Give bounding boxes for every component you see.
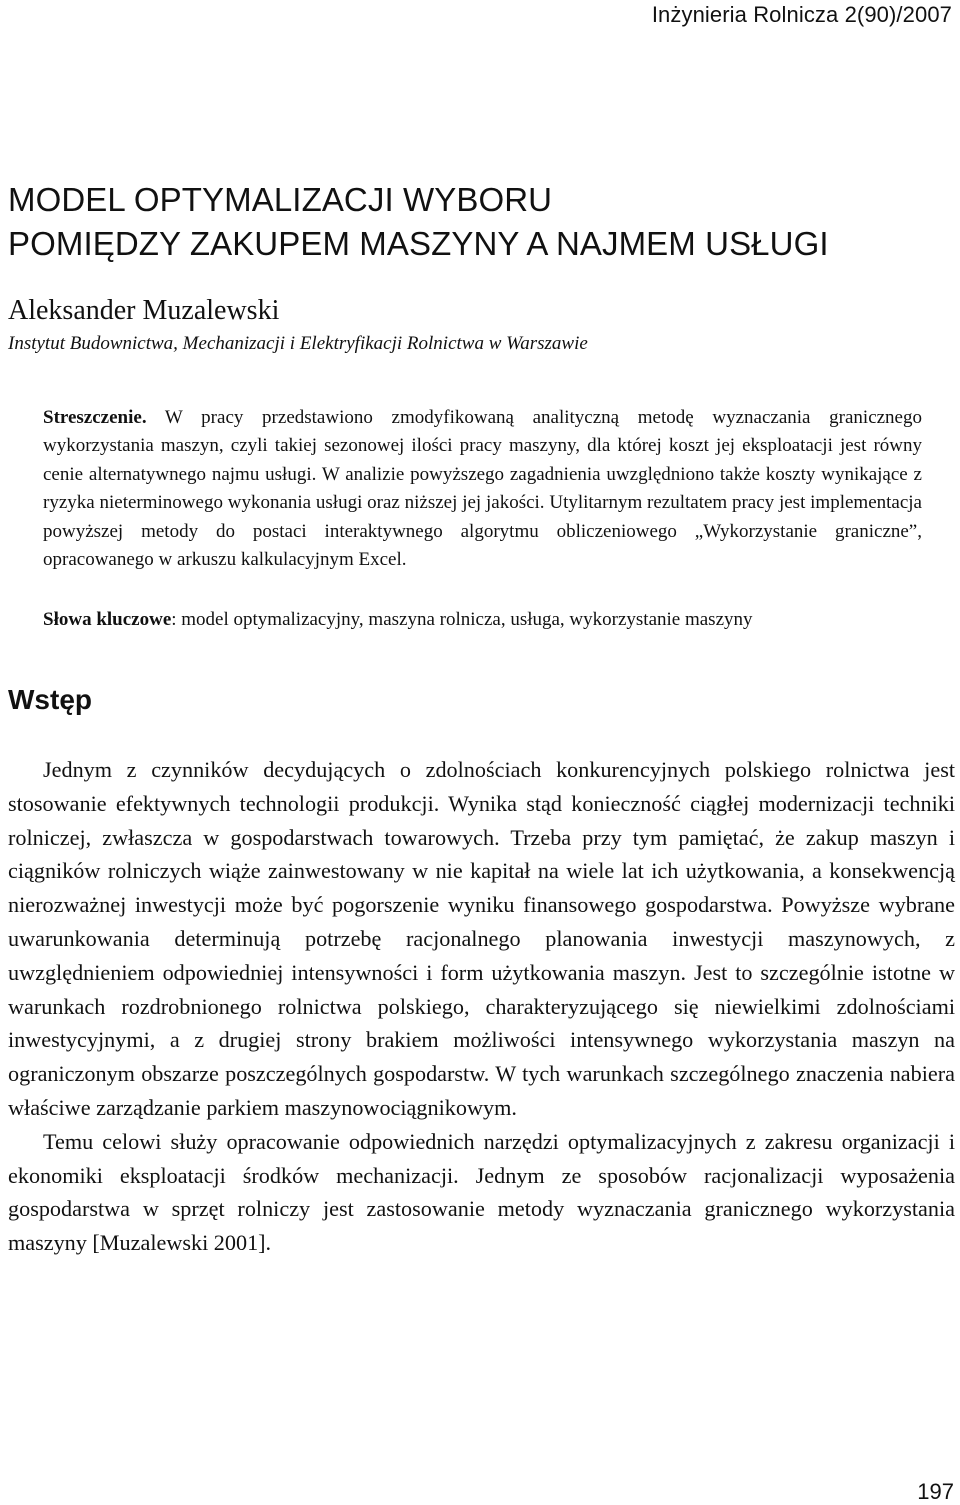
title-line-2: POMIĘDZY ZAKUPEM MASZYNY A NAJMEM USŁUGI — [8, 225, 829, 262]
keywords — [43, 609, 933, 631]
author-affiliation: Instytut Budownictwa, Mechanizacji i Elektryfikacji Rolnictwa w Warszawie — [8, 333, 588, 354]
abstract-text: W pracy przedstawiono zmodyfikowaną analityczną metodę wyznaczania granicznego wykorzystania maszyn, czyli takiej sezonowej ilości pracy maszyny, dla której koszt jej eksploatacji jest równy cenie alternatywnego najmu usługi. W analizie powyższego zagadnienia uwzględniono także koszty wynikające z ryzyka nieterminowego wykonania usługi oraz niższej jej jakości. Utylitarnym rezultatem pracy jest implementacja powyższej metody do postaci interaktywnego algorytmu obliczeniowego „Wykorzystanie graniczne”, opracowanego w arkuszu kalkulacyjnym Excel. — [43, 407, 922, 571]
body-paragraph: Jednym z czynników decydujących o zdolnościach konkurencyjnych polskiego rolnictwa jest stosowanie efektywnych technologii produkcji. Wynika stąd konieczność ciągłej modernizacji techniki rolniczej, zwłaszcza w gospodarstwach towarowych. Trzeba przy tym pamiętać, że zakup maszyn i ciągników rolniczych wiąże zainwestowany w nie kapitał na wiele lat ich użytkowania, a konsekwencją nierozważnej inwestycji może być pogorszenie wyniku finansowego gospodarstwa. Powyższe wybrane uwarunkowania determinują potrzebę racjonalnego planowania inwestycji maszynowych, z uwzględnieniem odpowiedniej intensywności i form użytkowania maszyn. Jest to szczególnie istotne w warunkach rozdrobnionego rolnictwa polskiego, charakteryzującego się niewielkimi zdolnościami inwestycyjnymi, a z drugiej strony brakiem możliwości intensywnego wykorzystania maszyn na ograniczonym obszarze poszczególnych gospodarstw. W tych warunkach szczególnego znaczenia nabiera właściwe zarządzanie parkiem maszynowociągnikowym. — [8, 757, 955, 1120]
article-title — [8, 178, 829, 266]
keywords-label: Słowa kluczowe — [43, 609, 172, 630]
body-paragraph: Temu celowi służy opracowanie odpowiednich narzędzi optymalizacyjnych z zakresu organizacji i ekonomiki eksploatacji środków mechanizacji. Jednym ze sposobów racjonalizacji wyposażenia gospodarstwa w sprzęt rolniczy jest zastosowanie metody wyznaczania granicznego wykorzystania maszyny [Muzalewski 2001]. — [8, 1128, 955, 1256]
abstract — [43, 404, 922, 574]
page-number: 197 — [917, 1479, 954, 1504]
keywords-text: : model optymalizacyjny, maszyna rolnicza, usługa, wykorzystanie maszyny — [171, 609, 753, 630]
abstract-label: Streszczenie. — [43, 407, 147, 428]
section-body — [8, 753, 955, 1260]
author-name: Aleksander Muzalewski — [8, 295, 280, 326]
title-line-1: MODEL OPTYMALIZACJI WYBORU — [8, 181, 553, 218]
journal-header: Inżynieria Rolnicza 2(90)/2007 — [651, 2, 952, 27]
section-heading: Wstęp — [8, 684, 92, 715]
